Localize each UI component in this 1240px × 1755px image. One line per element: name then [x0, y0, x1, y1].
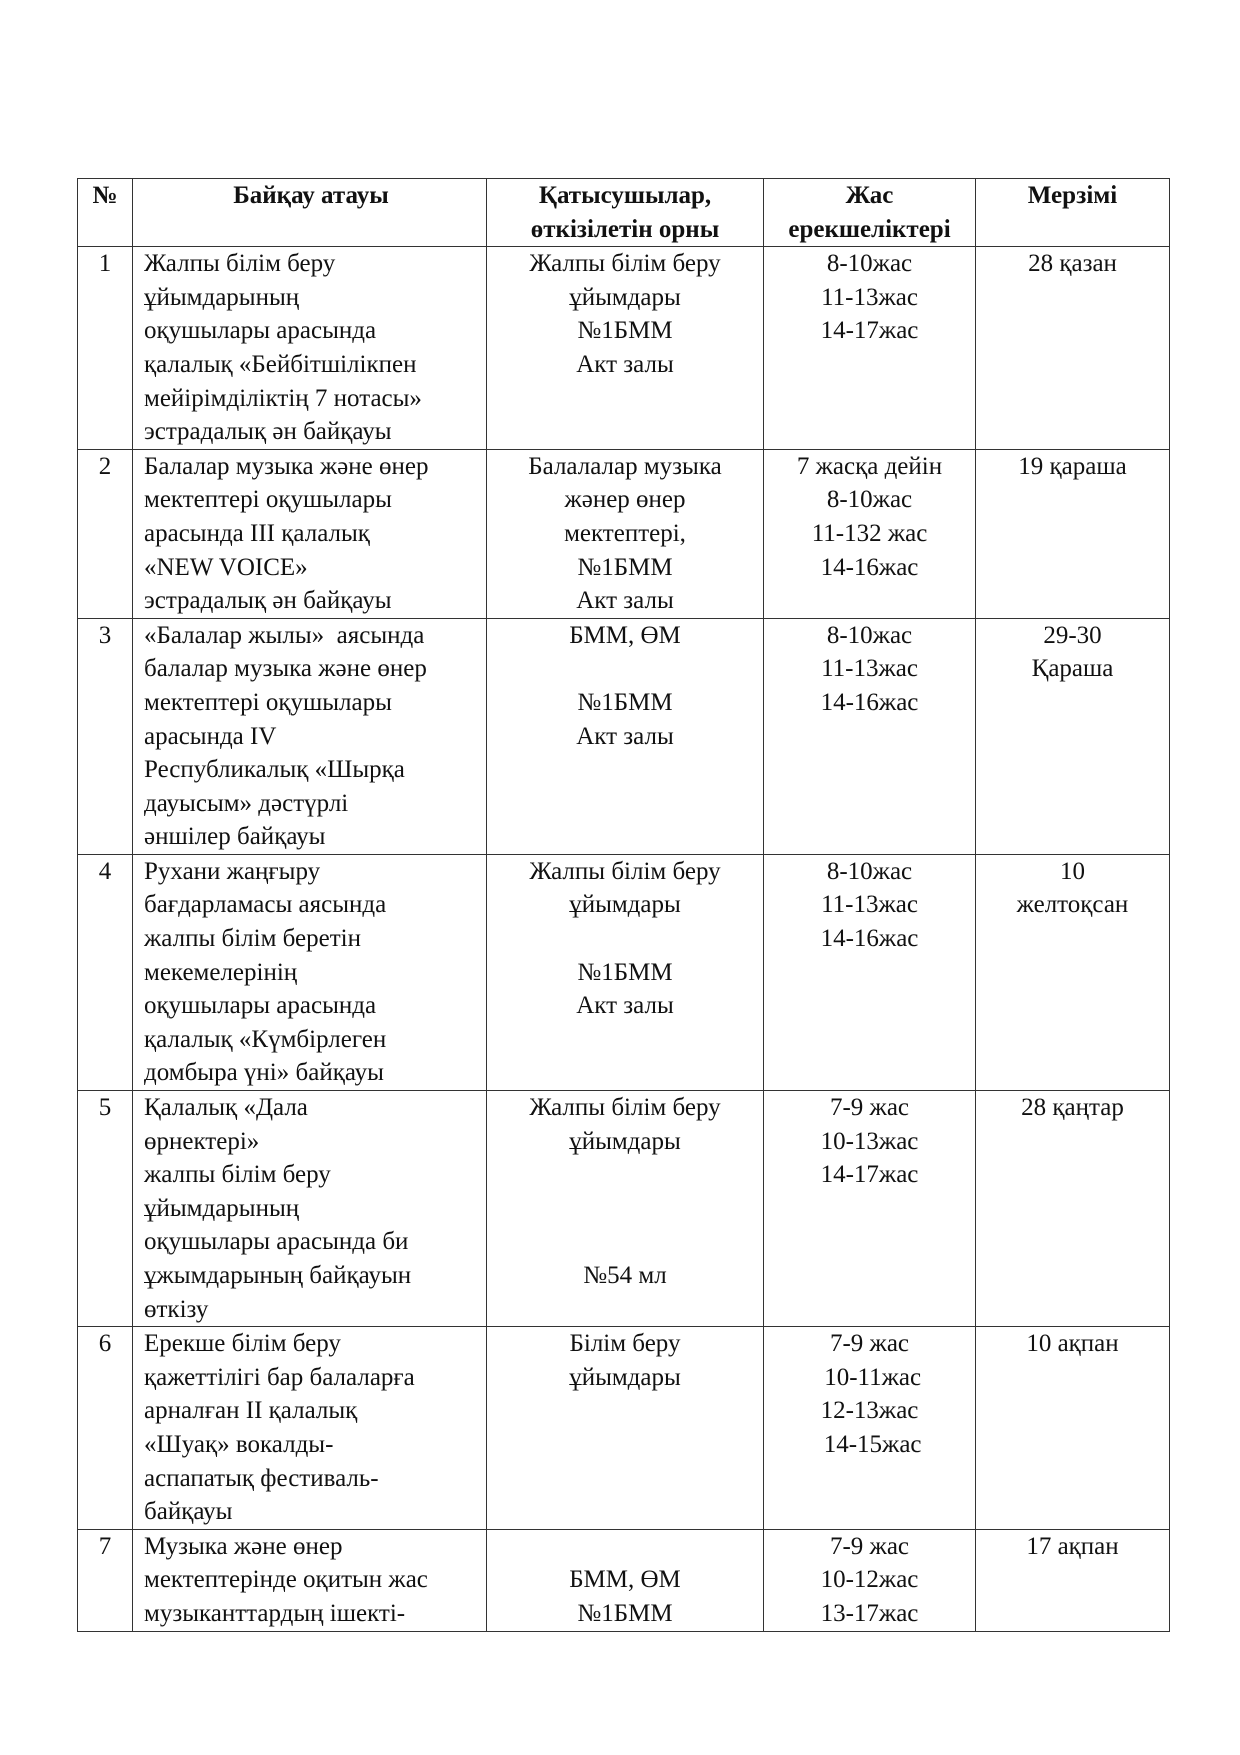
cell-text: 6 [98, 1330, 112, 1358]
cell-text: ұйымдары [569, 283, 681, 311]
table-row [78, 449, 1170, 618]
header-participants-venue [487, 179, 764, 247]
row-number-cell [78, 618, 133, 854]
date-cell [976, 1091, 1170, 1327]
cell-text: мекемелерінің [144, 958, 298, 986]
cell-text: Жалпы білім беру [144, 250, 336, 278]
date-cell [976, 618, 1170, 854]
cell-text: Қараша [1031, 655, 1114, 683]
cell-text: Білім беру [569, 1330, 681, 1358]
cell-text: мектептері, [564, 519, 686, 547]
cell-text: байқауы [144, 1498, 233, 1526]
cell-text: 10-13жас [820, 1127, 919, 1155]
cell-text: мейірімділіктің 7 нотасы» [144, 384, 422, 412]
cell-text: қалалық «Бейбітшілікпен [144, 350, 417, 378]
cell-text [495, 1158, 755, 1192]
cell-text: №1БММ [577, 553, 673, 581]
cell-text: дауысым» дәстүрлі [144, 789, 349, 817]
cell-text: 7 жасқа дейін [796, 452, 943, 480]
cell-text: Акт залы [576, 587, 674, 615]
age-groups-cell [764, 1529, 976, 1631]
cell-text: №54 мл [583, 1262, 667, 1289]
cell-text [495, 1225, 755, 1259]
contest-name-cell [133, 1529, 487, 1631]
cell-text: «Шуақ» вокалды- [144, 1430, 334, 1458]
row-number-cell [78, 449, 133, 618]
cell-text: қалалық «Күмбірлеген [144, 1025, 387, 1053]
venue-cell [487, 618, 764, 854]
cell-text: эстрадалық ән байқауы [144, 587, 392, 615]
cell-text: 14-16жас [820, 688, 919, 716]
header-text: Жас [845, 182, 894, 209]
cell-text: жалпы білім беретін [144, 925, 361, 953]
cell-text: Жалпы білім беру [529, 250, 721, 278]
cell-text: Акт залы [576, 350, 674, 378]
cell-text: музыканттардың ішекті- [144, 1599, 406, 1627]
cell-text: 14-15жас [817, 1430, 922, 1458]
cell-text: арасында III қалалық [144, 519, 370, 547]
header-date [976, 179, 1170, 247]
cell-text: №1БММ [577, 958, 673, 986]
contest-name-cell [133, 618, 487, 854]
table-body [78, 247, 1170, 1631]
cell-text: ұйымдары [569, 1363, 681, 1391]
cell-text [495, 1530, 755, 1564]
cell-text [495, 652, 755, 686]
cell-text: 28 қаңтар [1021, 1094, 1124, 1122]
cell-text: 10 ақпан [1026, 1330, 1119, 1358]
cell-text: 8-10жас [826, 486, 913, 514]
age-groups-cell [764, 618, 976, 854]
cell-text: әншілер байқауы [144, 823, 326, 851]
age-groups-cell [764, 449, 976, 618]
cell-text: мектептерінде оқитын жас [144, 1566, 428, 1594]
venue-cell [487, 1529, 764, 1631]
header-text: ерекшеліктері [788, 215, 951, 243]
header-age-groups [764, 179, 976, 247]
date-cell [976, 1327, 1170, 1530]
cell-text: 12-13жас [820, 1397, 919, 1425]
header-text: Байқау атауы [233, 182, 389, 209]
cell-text: Балалар музыка және өнер [144, 452, 429, 480]
table-row [78, 618, 1170, 854]
cell-text: 8-10жас [826, 250, 913, 278]
cell-text: 14-16жас [820, 553, 919, 581]
cell-text: желтоқсан [1016, 891, 1129, 919]
cell-text: домбыра үні» байқауы [144, 1059, 384, 1087]
cell-text: №1БММ [577, 688, 673, 716]
row-number-cell [78, 247, 133, 450]
cell-text: 7 [98, 1532, 112, 1560]
contest-name-cell [133, 854, 487, 1090]
header-text: Мерзімі [1027, 182, 1118, 209]
cell-text: ұйымдарының [144, 1194, 300, 1222]
table-row [78, 1327, 1170, 1530]
venue-cell [487, 854, 764, 1090]
row-number-cell [78, 1529, 133, 1631]
cell-text: 14-16жас [820, 925, 919, 953]
cell-text: арналған II қалалық [144, 1397, 358, 1425]
table-header-row [78, 179, 1170, 247]
contest-name-cell [133, 247, 487, 450]
cell-text: ұйымдары [569, 1127, 681, 1155]
cell-text: 28 қазан [1028, 250, 1117, 278]
cell-text: Жалпы білім беру [529, 857, 721, 885]
cell-text: 29-30 [1043, 621, 1102, 649]
header-number [78, 179, 133, 247]
cell-text: 3 [98, 621, 112, 649]
cell-text: ұжымдарының байқауын [144, 1262, 412, 1289]
contest-name-cell [133, 1091, 487, 1327]
cell-text: Музыка және өнер [144, 1532, 343, 1560]
age-groups-cell [764, 1327, 976, 1530]
header-text: өткізілетін орны [530, 215, 720, 243]
cell-text: ұйымдарының [144, 283, 300, 311]
cell-text: Ерекше білім беру [144, 1330, 341, 1358]
contest-name-cell [133, 449, 487, 618]
cell-text: аспапатық фестиваль- [144, 1464, 379, 1492]
contest-name-cell [133, 1327, 487, 1530]
cell-text: мектептері оқушылары [144, 688, 392, 716]
cell-text: 1 [98, 250, 112, 278]
cell-text [495, 922, 755, 956]
cell-text: өткізу [144, 1295, 209, 1323]
header-text: № [92, 182, 118, 209]
header-contest-name [133, 179, 487, 247]
cell-text: Балалалар музыка [528, 452, 722, 480]
cell-text: БММ, ӨМ [569, 621, 681, 649]
cell-text: 2 [98, 452, 112, 480]
cell-text: оқушылары арасында би [144, 1228, 409, 1256]
cell-text: эстрадалық ән байқауы [144, 418, 392, 446]
header-text: Қатысушылар, [538, 182, 712, 209]
age-groups-cell [764, 854, 976, 1090]
age-groups-cell [764, 1091, 976, 1327]
cell-text: Рухани жаңғыру [144, 857, 321, 885]
cell-text: 10-11жас [817, 1363, 922, 1391]
cell-text: Акт залы [576, 722, 674, 750]
cell-text: ұйымдары [569, 891, 681, 919]
cell-text: оқушылары арасында [144, 992, 377, 1020]
table-row [78, 247, 1170, 450]
cell-text: жалпы білім беру [144, 1161, 331, 1189]
cell-text: 7-9 жас [829, 1532, 910, 1560]
venue-cell [487, 449, 764, 618]
cell-text: 5 [98, 1094, 112, 1122]
cell-text: 11-13жас [821, 891, 918, 919]
cell-text: 4 [98, 857, 112, 885]
cell-text: Республикалық «Шырқа [144, 756, 405, 784]
table-row [78, 1091, 1170, 1327]
cell-text [495, 1192, 755, 1226]
cell-text: 19 қараша [1018, 452, 1127, 480]
date-cell [976, 854, 1170, 1090]
cell-text: БММ, ӨМ [569, 1566, 681, 1594]
cell-text: 11-13жас [821, 283, 918, 311]
cell-text: 7-9 жас [829, 1330, 910, 1358]
table-row [78, 854, 1170, 1090]
cell-text: 7-9 жас [829, 1094, 910, 1122]
cell-text: оқушылары арасында [144, 317, 377, 345]
cell-text: мектептері оқушылары [144, 486, 392, 514]
cell-text: 10 [1060, 857, 1085, 885]
date-cell [976, 247, 1170, 450]
cell-text: 8-10жас [826, 621, 913, 649]
cell-text: 17 ақпан [1026, 1532, 1119, 1560]
cell-text: 14-17жас [820, 317, 919, 345]
cell-text: жәнер өнер [564, 486, 686, 514]
row-number-cell [78, 854, 133, 1090]
venue-cell [487, 247, 764, 450]
table-row [78, 1529, 1170, 1631]
cell-text: 11-132 жас [811, 519, 928, 547]
date-cell [976, 449, 1170, 618]
cell-text: Жалпы білім беру [529, 1094, 721, 1122]
cell-text: 13-17жас [820, 1599, 919, 1627]
venue-cell [487, 1091, 764, 1327]
row-number-cell [78, 1091, 133, 1327]
cell-text: арасында IV [144, 722, 277, 750]
cell-text: №1БММ [577, 1599, 673, 1627]
cell-text: 10-12жас [820, 1566, 919, 1594]
date-cell [976, 1529, 1170, 1631]
cell-text: №1БММ [577, 317, 673, 345]
events-table [77, 178, 1170, 1632]
cell-text: Қалалық «Дала [144, 1094, 308, 1122]
cell-text: 14-17жас [820, 1161, 919, 1189]
cell-text: қажеттілігі бар балаларға [144, 1363, 415, 1391]
cell-text: өрнектері» [144, 1127, 260, 1155]
cell-text: бағдарламасы аясында [144, 891, 387, 919]
cell-text: 11-13жас [821, 655, 918, 683]
row-number-cell [78, 1327, 133, 1530]
cell-text: «NEW VOICE» [144, 553, 308, 581]
venue-cell [487, 1327, 764, 1530]
age-groups-cell [764, 247, 976, 450]
cell-text: 8-10жас [826, 857, 913, 885]
cell-text: балалар музыка және өнер [144, 655, 427, 683]
cell-text: Акт залы [576, 992, 674, 1020]
cell-text: «Балалар жылы» аясында [144, 621, 425, 649]
